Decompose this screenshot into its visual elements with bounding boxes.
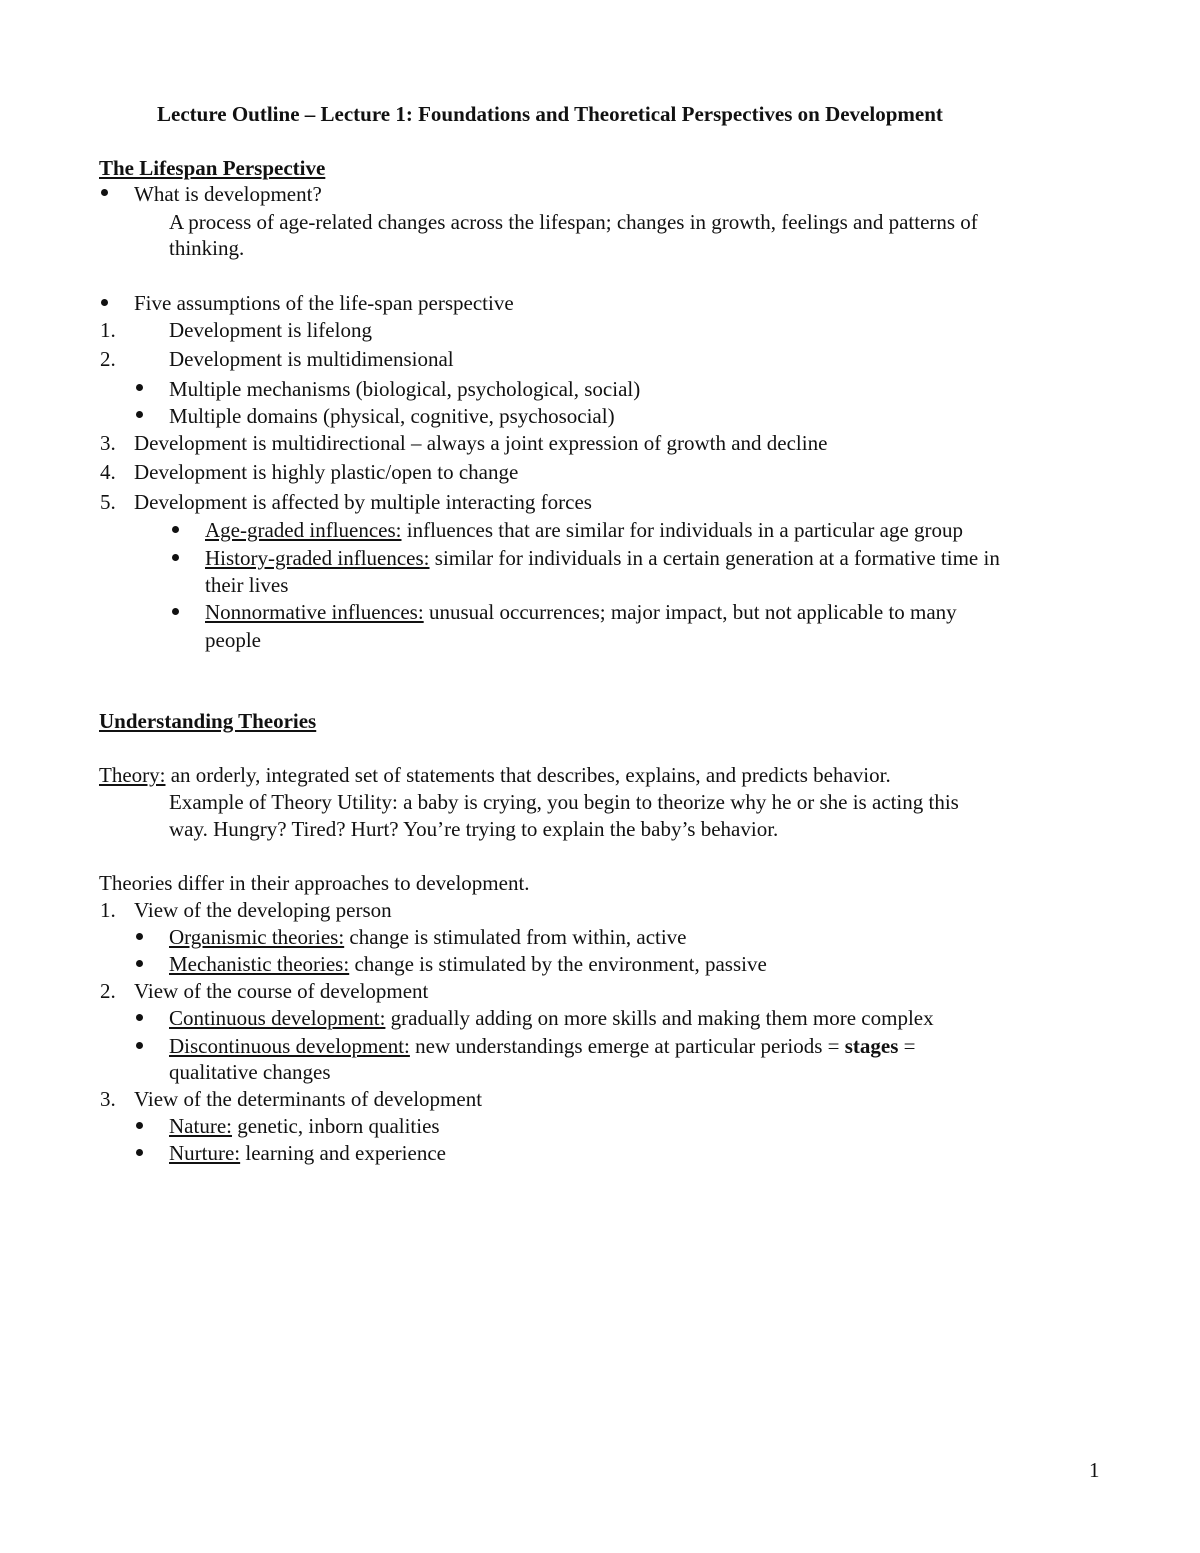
assumption-item: Development is highly plastic/open to change	[134, 460, 519, 484]
section-heading-lifespan: The Lifespan Perspective	[99, 156, 326, 180]
bullet-icon	[101, 189, 108, 196]
term-label: Nurture:	[169, 1141, 241, 1165]
sub-item: Multiple domains (physical, cognitive, psychosocial)	[169, 404, 615, 428]
force-history-graded-cont: their lives	[205, 573, 289, 597]
term-label: Organismic theories:	[169, 925, 345, 949]
force-nonnormative	[205, 599, 957, 625]
list-number: 4.	[100, 460, 116, 484]
term-label: History-graded influences:	[205, 546, 430, 570]
example-line-1: Example of Theory Utility: a baby is crying, you begin to theorize why he or she is acting this	[169, 790, 959, 814]
force-nonnormative-cont: people	[205, 628, 261, 652]
assumption-item: Development is affected by multiple interacting forces	[134, 490, 592, 514]
term-label: Continuous development:	[169, 1006, 386, 1030]
term-description: learning and experience	[240, 1141, 446, 1165]
bullet-icon	[172, 554, 179, 561]
discontinuous-development	[169, 1033, 915, 1059]
page-title: Lecture Outline – Lecture 1: Foundations and Theoretical Perspectives on Development	[157, 102, 943, 126]
assumption-item: Development is lifelong	[169, 318, 372, 342]
section-heading-theories: Understanding Theories	[99, 709, 317, 733]
assumption-item: Development is multidimensional	[169, 347, 454, 371]
term-label: Theory:	[99, 763, 166, 787]
bullet-icon	[136, 933, 143, 940]
page-number: 1	[1089, 1458, 1100, 1482]
view-determinants: View of the determinants of development	[134, 1087, 483, 1111]
force-age-graded	[205, 517, 963, 543]
continuous-development	[169, 1005, 934, 1031]
theory-definition	[99, 762, 891, 788]
assumption-item: Development is multidirectional – always a joint expression of growth and decline	[134, 431, 828, 455]
equals-sign: =	[898, 1034, 916, 1058]
definition-line-2: thinking.	[169, 236, 245, 260]
term-label: Discontinuous development:	[169, 1034, 410, 1058]
bullet-icon	[136, 1014, 143, 1021]
bullet-icon	[136, 1042, 143, 1049]
question-five-assumptions: Five assumptions of the life-span perspective	[134, 291, 514, 315]
bullet-icon	[136, 411, 143, 418]
nature-item	[169, 1113, 440, 1139]
term-label: Mechanistic theories:	[169, 952, 350, 976]
theories-differ: Theories differ in their approaches to development.	[99, 871, 530, 895]
stages-term: stages	[844, 1034, 899, 1058]
mechanistic-theories	[169, 951, 767, 977]
term-description: unusual occurrences; major impact, but not applicable to many	[423, 600, 957, 624]
question-what-is-development: What is development?	[134, 182, 322, 206]
sub-item: Multiple mechanisms (biological, psychological, social)	[169, 377, 641, 401]
list-number: 3.	[100, 1087, 116, 1111]
term-description: similar for individuals in a certain generation at a formative time in	[429, 546, 1000, 570]
term-description: influences that are similar for individuals in a particular age group	[401, 518, 964, 542]
term-description: genetic, inborn qualities	[231, 1114, 440, 1138]
list-number: 3.	[100, 431, 116, 455]
bullet-icon	[136, 1149, 143, 1156]
term-description: an orderly, integrated set of statements that describes, explains, and predicts behavior.	[165, 763, 891, 787]
list-number: 1.	[100, 898, 116, 922]
bullet-icon	[172, 608, 179, 615]
bullet-icon	[136, 1122, 143, 1129]
nurture-item	[169, 1140, 446, 1166]
bullet-icon	[172, 526, 179, 533]
list-number: 2.	[100, 347, 116, 371]
term-label: Nature:	[169, 1114, 232, 1138]
term-label: Nonnormative influences:	[205, 600, 424, 624]
term-description: change is stimulated from within, active	[344, 925, 687, 949]
term-description: new understandings emerge at particular periods =	[409, 1034, 845, 1058]
term-label: Age-graded influences:	[205, 518, 402, 542]
bullet-icon	[101, 299, 108, 306]
organismic-theories	[169, 924, 687, 950]
list-number: 1.	[100, 318, 116, 342]
force-history-graded	[205, 545, 1000, 571]
list-number: 5.	[100, 490, 116, 514]
list-number: 2.	[100, 979, 116, 1003]
discontinuous-development-cont: qualitative changes	[169, 1060, 331, 1084]
view-course-of-development: View of the course of development	[134, 979, 429, 1003]
definition-line-1: A process of age-related changes across the lifespan; changes in growth, feelings and patterns of	[169, 210, 978, 234]
term-description: change is stimulated by the environment, passive	[349, 952, 767, 976]
bullet-icon	[136, 384, 143, 391]
bullet-icon	[136, 960, 143, 967]
example-line-2: way. Hungry? Tired? Hurt? You’re trying to explain the baby’s behavior.	[169, 817, 779, 841]
term-description: gradually adding on more skills and making them more complex	[385, 1006, 934, 1030]
view-developing-person: View of the developing person	[134, 898, 392, 922]
